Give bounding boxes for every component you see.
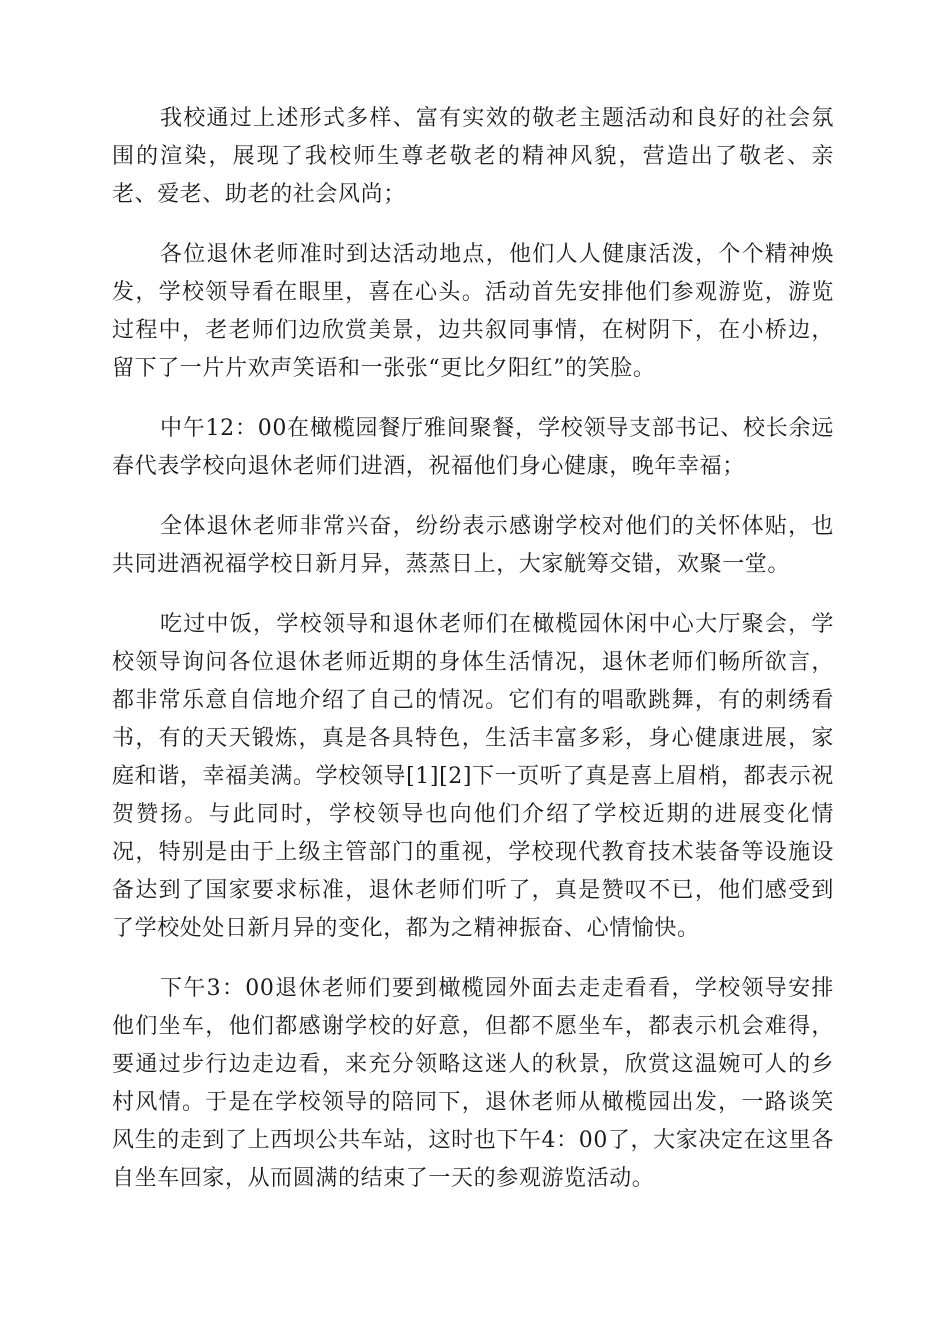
paragraph-1: 我校通过上述形式多样、富有实效的敬老主题活动和良好的社会氛围的渲染，展现了我校师生尊老敬老的精神风貌，营造出了敬老、亲老、爱老、助老的社会风尚； [112, 106, 834, 207]
paragraph-3: 中午12：00在橄榄园餐厅雅间聚餐，学校领导支部书记、校长余远春代表学校向退休老师们进酒，祝福他们身心健康，晚年幸福； [112, 416, 834, 479]
paragraph-5: 吃过中饭，学校领导和退休老师们在橄榄园休闲中心大厅聚会，学校领导询问各位退休老师近期的身体生活情况，退休老师们畅所欲言，都非常乐意自信地介绍了自己的情况。它们有的唱歌跳舞，有的刺绣看书，有的天天锻炼，真是各具特色，生活丰富多彩，身心健康进展，家庭和谐，幸福美满。学校领导[1][2]下一页听了真是喜上眉梢，都表示祝贺赞扬。与此同时，学校领导也向他们介绍了学校近期的进展变化情况，特别是由于上级主管部门的重视，学校现代教育技术装备等设施设备达到了国家要求标准，退休老师们听了，真是赞叹不已，他们感受到了学校处处日新月异的变化，都为之精神振奋、心情愉快。 [112, 612, 834, 941]
paragraph-6: 下午3：00退休老师们要到橄榄园外面去走走看看，学校领导安排他们坐车，他们都感谢学校的好意，但都不愿坐车，都表示机会难得，要通过步行边走边看，来充分领略这迷人的秋景，欣赏这温婉可人的乡村风情。于是在学校领导的陪同下，退休老师从橄榄园出发，一路谈笑风生的走到了上西坝公共车站，这时也下午4：00了，大家决定在这里各自坐车回家，从而圆满的结束了一天的参观游览活动。 [112, 976, 834, 1191]
paragraph-4: 全体退休老师非常兴奋，纷纷表示感谢学校对他们的关怀体贴，也共同进酒祝福学校日新月异，蒸蒸日上，大家觥筹交错，欢聚一堂。 [112, 514, 834, 577]
document-page [112, 100, 834, 1220]
paragraph-2: 各位退休老师准时到达活动地点，他们人人健康活泼，个个精神焕发，学校领导看在眼里，喜在心头。活动首先安排他们参观游览，游览过程中，老老师们边欣赏美景，边共叙同事情，在树阴下，在小桥边，留下了一片片欢声笑语和一张张“更比夕阳红”的笑脸。 [112, 242, 834, 381]
